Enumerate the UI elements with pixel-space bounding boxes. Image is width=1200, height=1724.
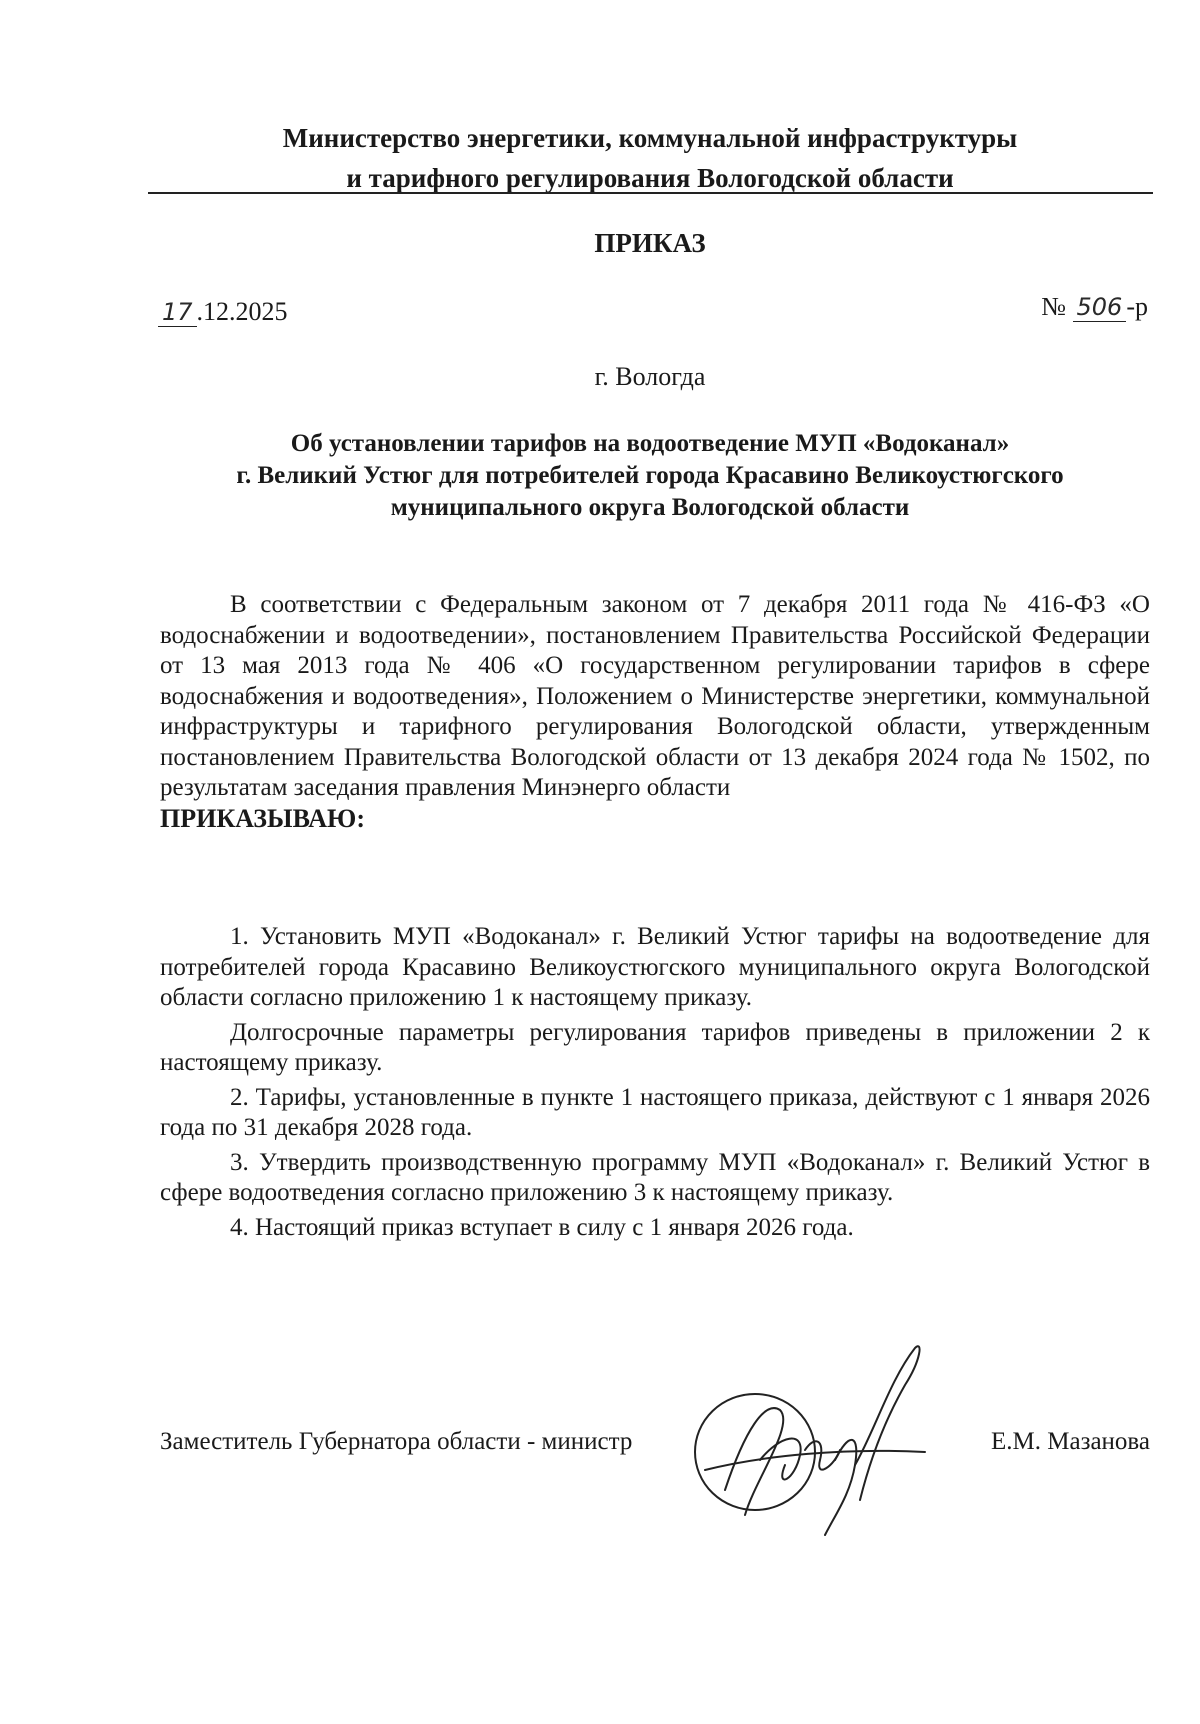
city-line: г. Вологда	[594, 362, 706, 391]
number-prefix: №	[1041, 292, 1067, 321]
order-subject	[150, 428, 1150, 524]
order-number	[1041, 292, 1148, 322]
ministry-header-line1: Министерство энергетики, коммунальной инфраструктуры	[282, 123, 1018, 153]
date-day-handwritten: 17	[158, 298, 197, 327]
date-rest: .12.2025	[196, 297, 288, 326]
preamble-block	[160, 590, 1150, 834]
order-date	[158, 297, 288, 327]
ministry-header-line2: и тарифного регулирования Вологодской области	[346, 163, 954, 193]
signatory-position: Заместитель Губернатора области - министр	[160, 1428, 633, 1455]
prikazyvayu-heading: ПРИКАЗЫВАЮ:	[160, 803, 365, 833]
subject-line1: Об установлении тарифов на водоотведение МУП «Водоканал»	[290, 430, 1010, 457]
preamble-paragraph: В соответствии с Федеральным законом от 7 декабря 2011 года № 416-ФЗ «О водоснабжении и водоотведении», постановлением Правительства Российской Федерации от 13 мая 2013 года № 406 «О государственном регулировании тарифов в сфере водоснабжения и водоотведения», Положением о Министерстве энергетики, коммунальной инфраструктуры и тарифного регулирования Вологодской области, утвержденным постановлением Правительства Вологодской области от 13 декабря 2024 года № 1502, по результатам заседания правления Минэнерго области	[160, 591, 1150, 801]
number-handwritten: 506	[1073, 293, 1127, 322]
subject-line2: г. Великий Устюг для потребителей города Красавино Великоустюгского	[236, 462, 1064, 489]
item-paragraph-3: 3. Утвердить производственную программу МУП «Водоканал» г. Великий Устюг в сфере водоотведения согласно приложению 3 к настоящему приказу.	[160, 1148, 1150, 1206]
item-paragraph-1-cont: Долгосрочные параметры регулирования тарифов приведены в приложении 2 к настоящему приказу.	[160, 1018, 1150, 1076]
item-paragraph-2: 2. Тарифы, установленные в пункте 1 настоящего приказа, действуют с 1 января 2026 года по 31 декабря 2028 года.	[160, 1083, 1150, 1141]
ministry-header	[150, 118, 1150, 198]
subject-line3: муниципального округа Вологодской области	[390, 494, 910, 521]
number-suffix: -р	[1126, 292, 1148, 321]
order-items	[160, 922, 1150, 1247]
document-type-title: ПРИКАЗ	[594, 228, 706, 258]
signatory-name: Е.М. Мазанова	[991, 1428, 1150, 1455]
header-divider	[148, 192, 1153, 194]
handwritten-signature	[685, 1340, 965, 1540]
item-paragraph-4: 4. Настоящий приказ вступает в силу с 1 января 2026 года.	[230, 1213, 854, 1241]
item-paragraph-1: 1. Установить МУП «Водоканал» г. Великий Устюг тарифы на водоотведение для потребителей города Красавино Великоустюгского муниципального округа Вологодской области согласно приложению 1 к настоящему приказу.	[160, 923, 1150, 1011]
